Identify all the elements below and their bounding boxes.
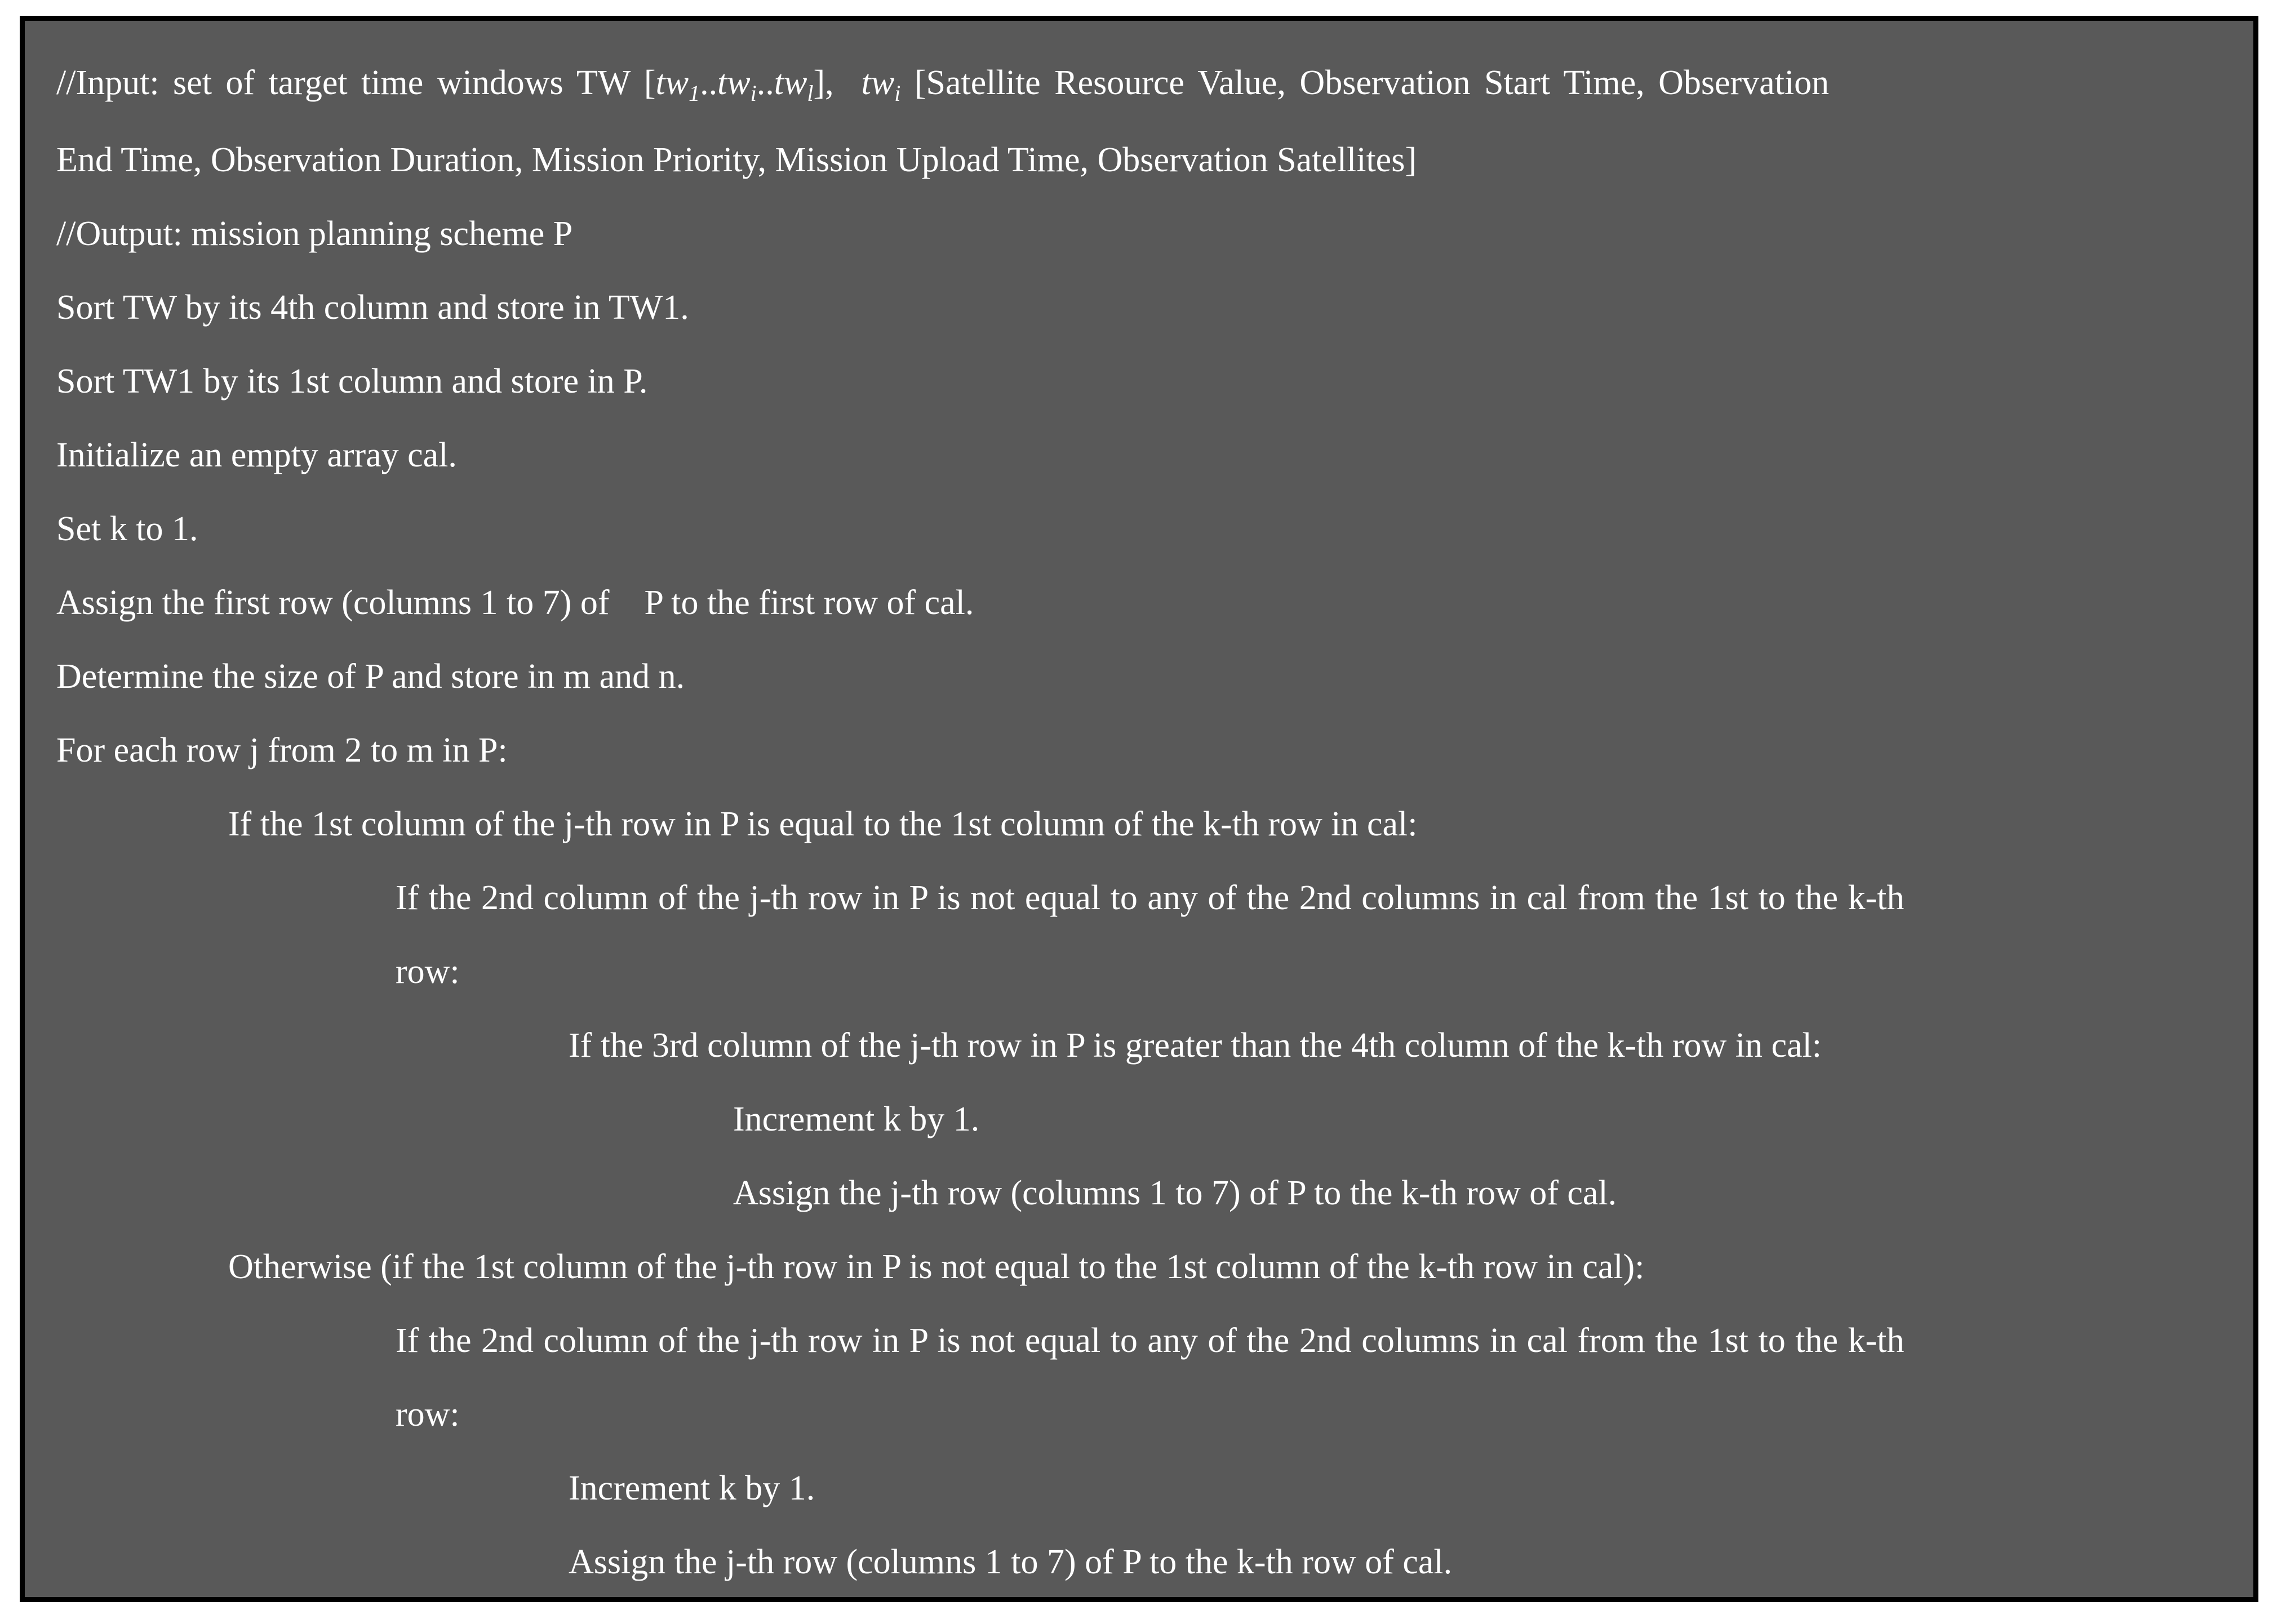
pseudocode-line-16-assign-jth-row: Assign the j-th row (columns 1 to 7) of P to the k-th row of cal.: [733, 1174, 1617, 1212]
input-fields-list: [Satellite Resource Value, Observation Start Time, Observation: [900, 64, 1830, 102]
pseudocode-line-11-if-1st-column: If the 1st column of the j-th row in P is equal to the 1st column of the k-th row in cal:: [228, 805, 1418, 843]
subscript-1: 1: [689, 81, 700, 106]
pseudocode-line-05-sort-tw1: Sort TW1 by its 1st column and store in P.: [56, 362, 648, 401]
pseudocode-line-07-set-k: Set k to 1.: [56, 510, 198, 548]
pseudocode-line-15-increment-k: Increment k by 1.: [733, 1100, 980, 1138]
subscript-l: l: [807, 81, 814, 106]
pseudocode-line-17-otherwise: Otherwise (if the 1st column of the j-th row in P is not equal to the 1st column of the k-th row in cal):: [228, 1248, 1645, 1286]
math-tw-element: tw: [861, 64, 895, 102]
ellipsis-dots: ..: [700, 64, 718, 102]
pseudocode-line-09-size-of-p: Determine the size of P and store in m and n.: [56, 657, 685, 696]
pseudocode-line-08-assign-first-row: Assign the first row (columns 1 to 7) of P to the first row of cal.: [56, 584, 974, 622]
input-comment-prefix: //Input: set of target time windows TW [: [56, 64, 656, 102]
pseudocode-line-03-output-comment: //Output: mission planning scheme P: [56, 215, 573, 253]
pseudocode-line-06-init-cal: Initialize an empty array cal.: [56, 436, 457, 474]
pseudocode-line-18-if-2nd-column: If the 2nd column of the j-th row in P is not equal to any of the 2nd columns in cal from the 1st to the k-th: [396, 1322, 1905, 1360]
pseudocode-line-10-for-loop: For each row j from 2 to m in P:: [56, 731, 508, 769]
ellipsis-dots: ..: [756, 64, 774, 102]
pseudocode-line-14-if-3rd-column: If the 3rd column of the j-th row in P is greater than the 4th column of the k-th row in cal:: [569, 1026, 1822, 1065]
subscript-i: i: [894, 81, 901, 106]
pseudocode-line-21-assign-jth-row: Assign the j-th row (columns 1 to 7) of P to the k-th row of cal.: [569, 1543, 1453, 1581]
math-tw-index: tw: [717, 64, 751, 102]
pseudocode-line-01-input-comment: [56, 46, 2214, 123]
math-tw-first: tw: [655, 64, 689, 102]
pseudocode-line-20-increment-k: Increment k by 1.: [569, 1469, 815, 1507]
pseudocode-line-04-sort-tw: Sort TW by its 4th column and store in TW1.: [56, 288, 689, 327]
pseudocode-line-12-if-2nd-column: If the 2nd column of the j-th row in P is not equal to any of the 2nd columns in cal from the 1st to the k-th: [396, 879, 1905, 917]
subscript-i: i: [750, 81, 757, 106]
pseudocode-line-02-input-continuation: End Time, Observation Duration, Mission Priority, Mission Upload Time, Observation Satellites]: [56, 141, 1417, 179]
bracket-close: ],: [813, 64, 862, 102]
algorithm-pseudocode-box: [20, 16, 2258, 1602]
math-tw-last: tw: [774, 64, 807, 102]
pseudocode-line-13-row-continuation: row:: [396, 953, 460, 991]
pseudocode-line-19-row-continuation: row:: [396, 1395, 460, 1434]
